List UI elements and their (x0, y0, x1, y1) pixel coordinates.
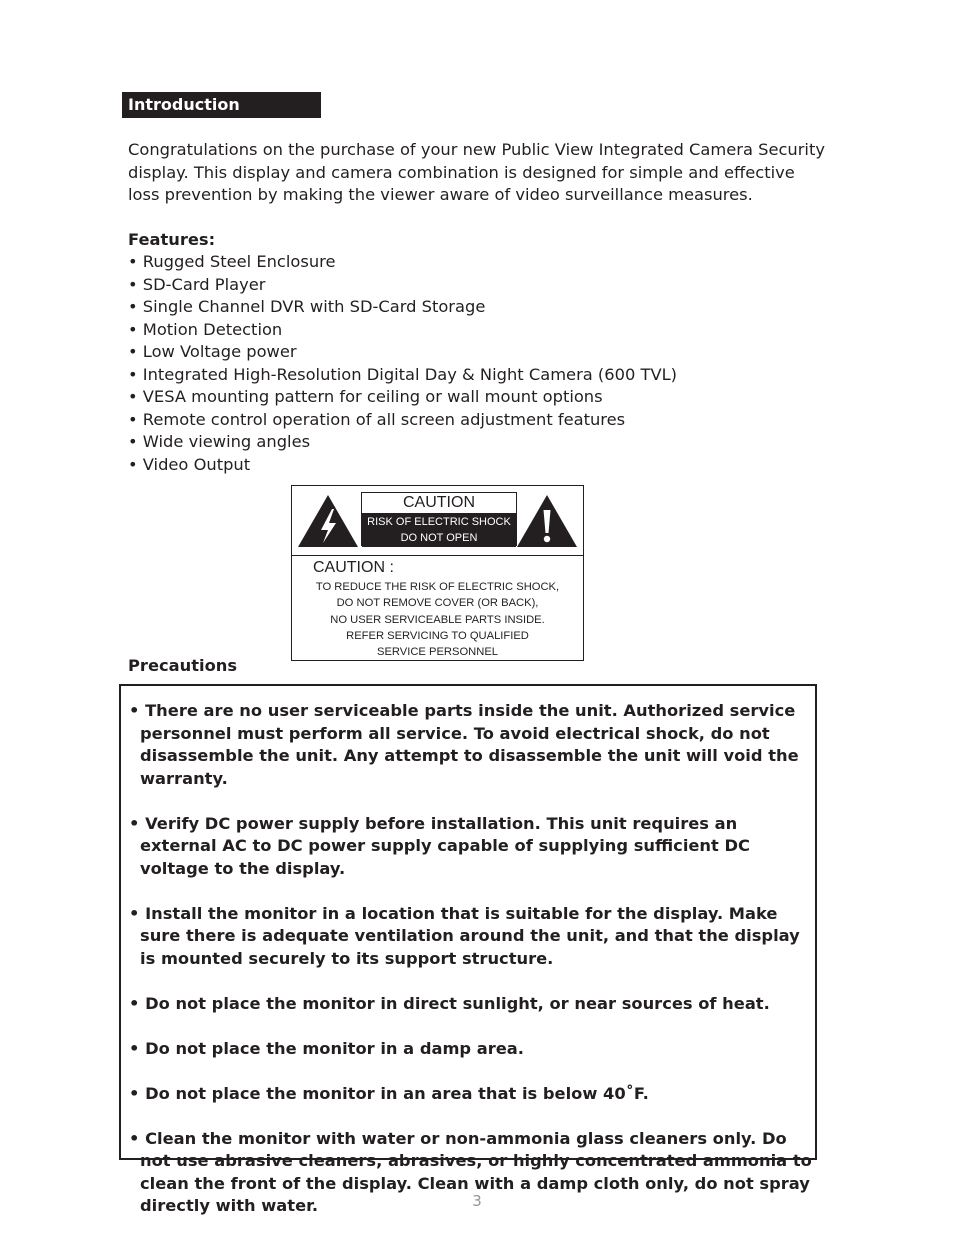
feature-item: • Integrated High-Resolution Digital Day & Night Camera (600 TVL) (128, 364, 677, 387)
features-title: Features: (128, 230, 216, 249)
caution-divider (292, 555, 583, 556)
lightning-warning-icon (296, 493, 360, 549)
caution-line-1: RISK OF ELECTRIC SHOCK (367, 516, 511, 528)
precaution-item: • Do not place the monitor in an area that is below 40˚F. (129, 1083, 813, 1106)
features-list (128, 251, 677, 476)
caution-label (361, 492, 517, 546)
precaution-item: • There are no user serviceable parts inside the unit. Authorized service personnel must perform all service. To avoid electrical shock, do not disassemble the unit. Any attempt to disassemble the unit will void the warranty. (129, 700, 813, 790)
exclamation-warning-icon (515, 493, 579, 549)
precautions-list (129, 700, 813, 1218)
feature-item: • Rugged Steel Enclosure (128, 251, 677, 274)
caution-body (292, 579, 583, 660)
precaution-item: • Install the monitor in a location that is suitable for the display. Make sure there is adequate ventilation around the unit, and that the display is mounted securely to its support structure. (129, 903, 813, 971)
caution-label-box (291, 485, 584, 661)
precaution-item: • Clean the monitor with water or non-ammonia glass cleaners only. Do not use abrasive cleaners, abrasives, or highly concentrated ammonia to clean the front of the display. Clean with a damp cloth only, do not spray directly with water. (129, 1128, 813, 1218)
caution-body-line: SERVICE PERSONNEL (376, 646, 499, 659)
precaution-item: • Do not place the monitor in a damp area. (129, 1038, 813, 1061)
feature-item: • VESA mounting pattern for ceiling or wall mount options (128, 386, 677, 409)
caution-body-line: TO REDUCE THE RISK OF ELECTRIC SHOCK, (315, 581, 560, 593)
caution-title: CAUTION (403, 494, 475, 511)
feature-item: • Motion Detection (128, 319, 677, 342)
section-title: Introduction (122, 92, 321, 118)
feature-item: • Remote control operation of all screen adjustment features (128, 409, 677, 432)
feature-item: • Wide viewing angles (128, 431, 677, 454)
caution-line-2: DO NOT OPEN (400, 532, 478, 544)
precautions-title: Precautions (128, 656, 238, 675)
precaution-item: • Do not place the monitor in direct sunlight, or near sources of heat. (129, 993, 813, 1016)
caution-body-line: DO NOT REMOVE COVER (OR BACK), (336, 597, 539, 610)
page-number: 3 (472, 1192, 482, 1210)
feature-item: • Video Output (128, 454, 677, 477)
feature-item: • Low Voltage power (128, 341, 677, 364)
feature-item: • SD-Card Player (128, 274, 677, 297)
caution-band (362, 513, 516, 547)
precautions-box (119, 684, 817, 1215)
caution-body-line: REFER SERVICING TO QUALIFIED (346, 629, 529, 642)
caution-heading: CAUTION : (313, 559, 394, 576)
caution-body-line: NO USER SERVICEABLE PARTS INSIDE. (330, 613, 545, 626)
intro-paragraph: Congratulations on the purchase of your new Public View Integrated Camera Security display. This display and camera combination is designed for simple and effective loss prevention by making the viewer aware of video surveillance measures. (128, 140, 825, 204)
feature-item: • Single Channel DVR with SD-Card Storage (128, 296, 677, 319)
precaution-item: • Verify DC power supply before installation. This unit requires an external AC to DC power supply capable of supplying sufficient DC voltage to the display. (129, 813, 813, 881)
